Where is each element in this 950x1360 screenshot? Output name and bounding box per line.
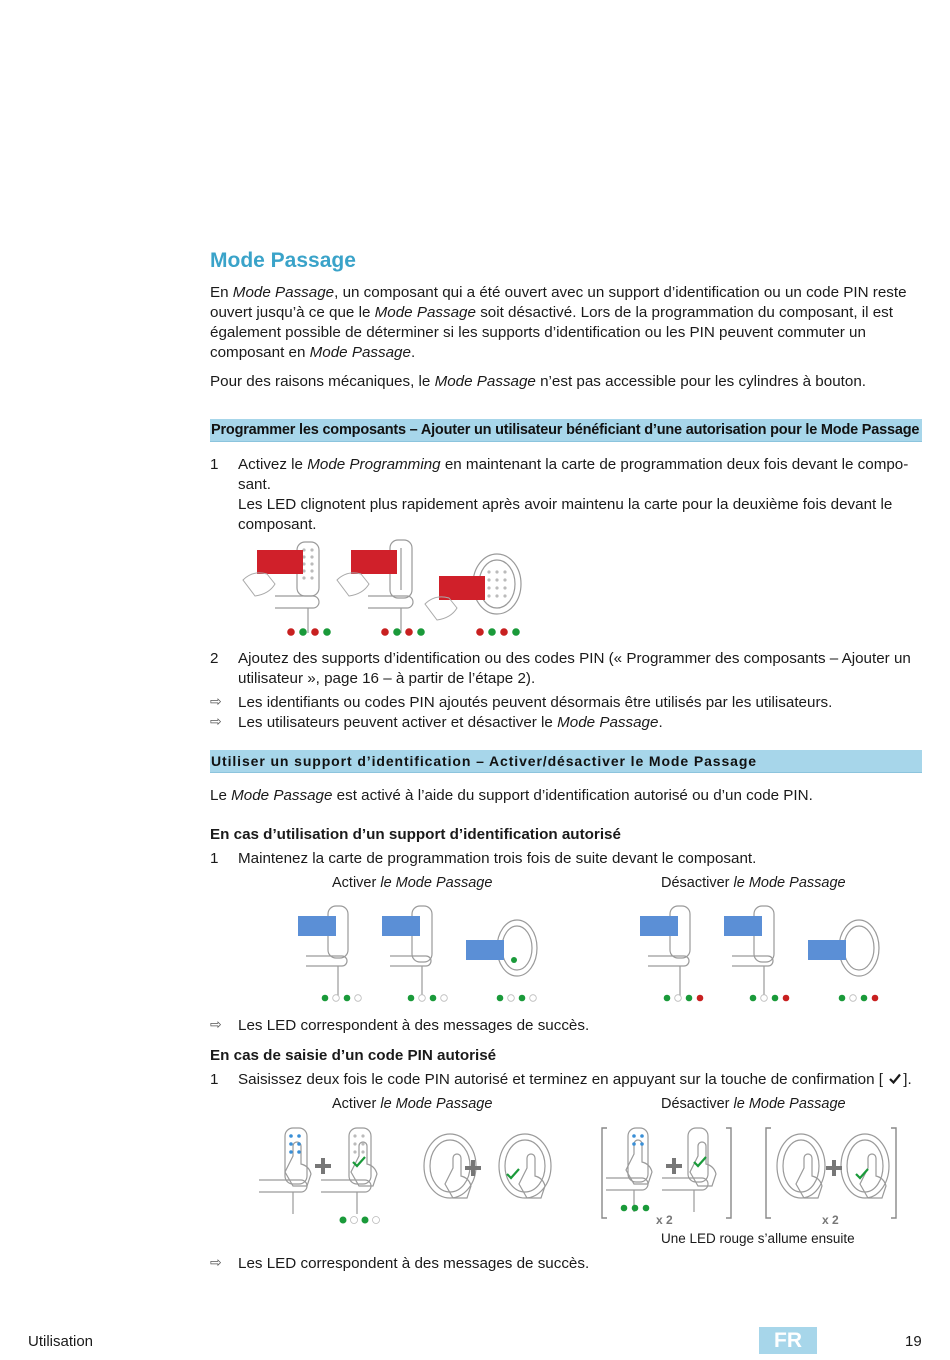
section-bar-programming: [210, 419, 922, 442]
term: le Mode Passage: [380, 1096, 493, 1112]
text: Les LED clignotent plus rapidement après avoir maintenu la carte pour la deuxième fois devant le: [238, 496, 893, 513]
result-1-text: Les identifiants ou codes PIN ajoutés peuvent désormais être utilisés par les utilisateurs.: [238, 694, 833, 711]
blue-card: [466, 940, 504, 960]
result-4-text: Les LED correspondent à des messages de succès.: [238, 1255, 590, 1272]
term: Mode Programming: [307, 456, 441, 473]
programming-card-illustration: [235, 538, 535, 640]
times-two-label: x 2: [822, 1213, 839, 1227]
blue-card: [808, 940, 846, 960]
desactiver-label: [661, 1096, 846, 1112]
text: Activez le: [238, 456, 308, 473]
subheading-pin: En cas de saisie d’un code PIN autorisé: [210, 1047, 497, 1064]
text: ouvert jusqu’à ce que le: [210, 304, 375, 321]
text: ].: [903, 1071, 912, 1088]
language-badge: FR: [759, 1327, 817, 1354]
result-arrow-icon: ⇨: [210, 1254, 222, 1270]
desactiver-label: [661, 875, 846, 891]
activer-label: [332, 1096, 492, 1112]
red-card: [257, 550, 303, 574]
intro-paragraph-2: [210, 372, 866, 392]
check-icon: [887, 1070, 903, 1090]
result-arrow-icon: ⇨: [210, 1016, 222, 1032]
text: sant.: [238, 476, 271, 493]
intro-paragraph: [210, 283, 910, 363]
text: n’est pas accessible pour les cylindres à bouton.: [535, 373, 866, 390]
term: Mode Passage: [557, 714, 659, 731]
text: Désactiver: [661, 1096, 734, 1112]
step-number: 1: [210, 850, 219, 867]
text: soit désactivé. Lors de la programmation du composant, il est: [475, 304, 893, 321]
result-arrow-icon: ⇨: [210, 693, 222, 709]
text: , un composant qui a été ouvert avec un support d’identification ou un code PIN reste: [334, 284, 907, 301]
result-arrow-icon: ⇨: [210, 713, 222, 729]
term: le Mode Passage: [380, 875, 493, 891]
bar-title: Utiliser un support d’identification – Activer/désactiver le Mode Passage: [211, 753, 757, 769]
text: composant.: [238, 516, 317, 533]
section-bar-identification: [210, 750, 922, 773]
sub2-step-text: [238, 1070, 916, 1090]
step-1-text: [238, 455, 916, 535]
footer-section: Utilisation: [28, 1333, 94, 1350]
result-3-text: Les LED correspondent à des messages de succès.: [238, 1017, 590, 1034]
pin-deactivate-illustration: [598, 1122, 903, 1230]
check-icon: [507, 1169, 519, 1178]
result-2-text: [238, 713, 916, 733]
term: Mode Passage: [374, 304, 476, 321]
term: Mode Passage: [309, 344, 411, 361]
activer-label: [332, 875, 492, 891]
subheading-identification: En cas d’utilisation d’un support d’identification autorisé: [210, 826, 621, 843]
check-icon: [856, 1169, 868, 1178]
step-number: 1: [210, 456, 219, 473]
term: le Mode Passage: [733, 875, 846, 891]
page-number: 19: [905, 1333, 922, 1350]
step-number: 1: [210, 1071, 219, 1088]
check-icon: [353, 1157, 365, 1166]
led-row: [621, 1205, 650, 1212]
step-2-text: [238, 649, 916, 689]
deactivate-card-illustration: [622, 900, 887, 1006]
text: En: [210, 284, 233, 301]
text: en maintenant la carte de programmation deux fois devant le compo-: [440, 456, 909, 473]
term: le Mode Passage: [733, 1096, 846, 1112]
text: utilisateur », page 16 – à partir de l’étape 2).: [238, 670, 536, 687]
text: Le: [210, 787, 232, 804]
step-number: 2: [210, 650, 219, 667]
pin-activate-illustration: [255, 1122, 565, 1230]
activate-card-illustration: [280, 900, 545, 1006]
led-row: [340, 1217, 380, 1224]
bar2-intro: [210, 786, 813, 806]
text: Pour des raisons mécaniques, le: [210, 373, 435, 390]
section-title: Mode Passage: [210, 249, 356, 272]
blue-card: [640, 916, 678, 936]
led-row: [322, 995, 537, 1002]
led-row: [287, 628, 520, 636]
led-row: [664, 995, 879, 1002]
text: est activé à l’aide du support d’identification autorisé ou d’un code PIN.: [332, 787, 813, 804]
term: Mode Passage: [231, 787, 333, 804]
red-led-note: Une LED rouge s’allume ensuite: [661, 1231, 855, 1246]
text: Désactiver: [661, 875, 734, 891]
blue-card: [382, 916, 420, 936]
text: composant en: [210, 344, 310, 361]
term: Mode Passage: [434, 373, 536, 390]
term: Mode Passage: [232, 284, 335, 301]
times-two-label: x 2: [656, 1213, 673, 1227]
text: également possible de déterminer si les supports d’identification ou les PIN peuvent commuter un: [210, 324, 866, 341]
bar-title: Programmer les composants – Ajouter un utilisateur bénéficiant d’une autorisation pour le Mode Passage: [211, 422, 920, 438]
text: .: [658, 714, 663, 731]
sub1-step-text: Maintenez la carte de programmation trois fois de suite devant le composant.: [238, 850, 757, 867]
text: Activer: [332, 875, 381, 891]
blue-card: [724, 916, 762, 936]
red-card: [351, 550, 397, 574]
red-card: [439, 576, 485, 600]
text: Activer: [332, 1096, 381, 1112]
text: Les utilisateurs peuvent activer et désactiver le: [238, 714, 558, 731]
text: Saisissez deux fois le code PIN autorisé et terminez en appuyant sur la touche de confirmation [: [238, 1071, 883, 1088]
text: Ajoutez des supports d’identification ou des codes PIN (« Programmer des composants – Ajouter un: [238, 650, 911, 667]
text: .: [410, 344, 416, 361]
blue-card: [298, 916, 336, 936]
